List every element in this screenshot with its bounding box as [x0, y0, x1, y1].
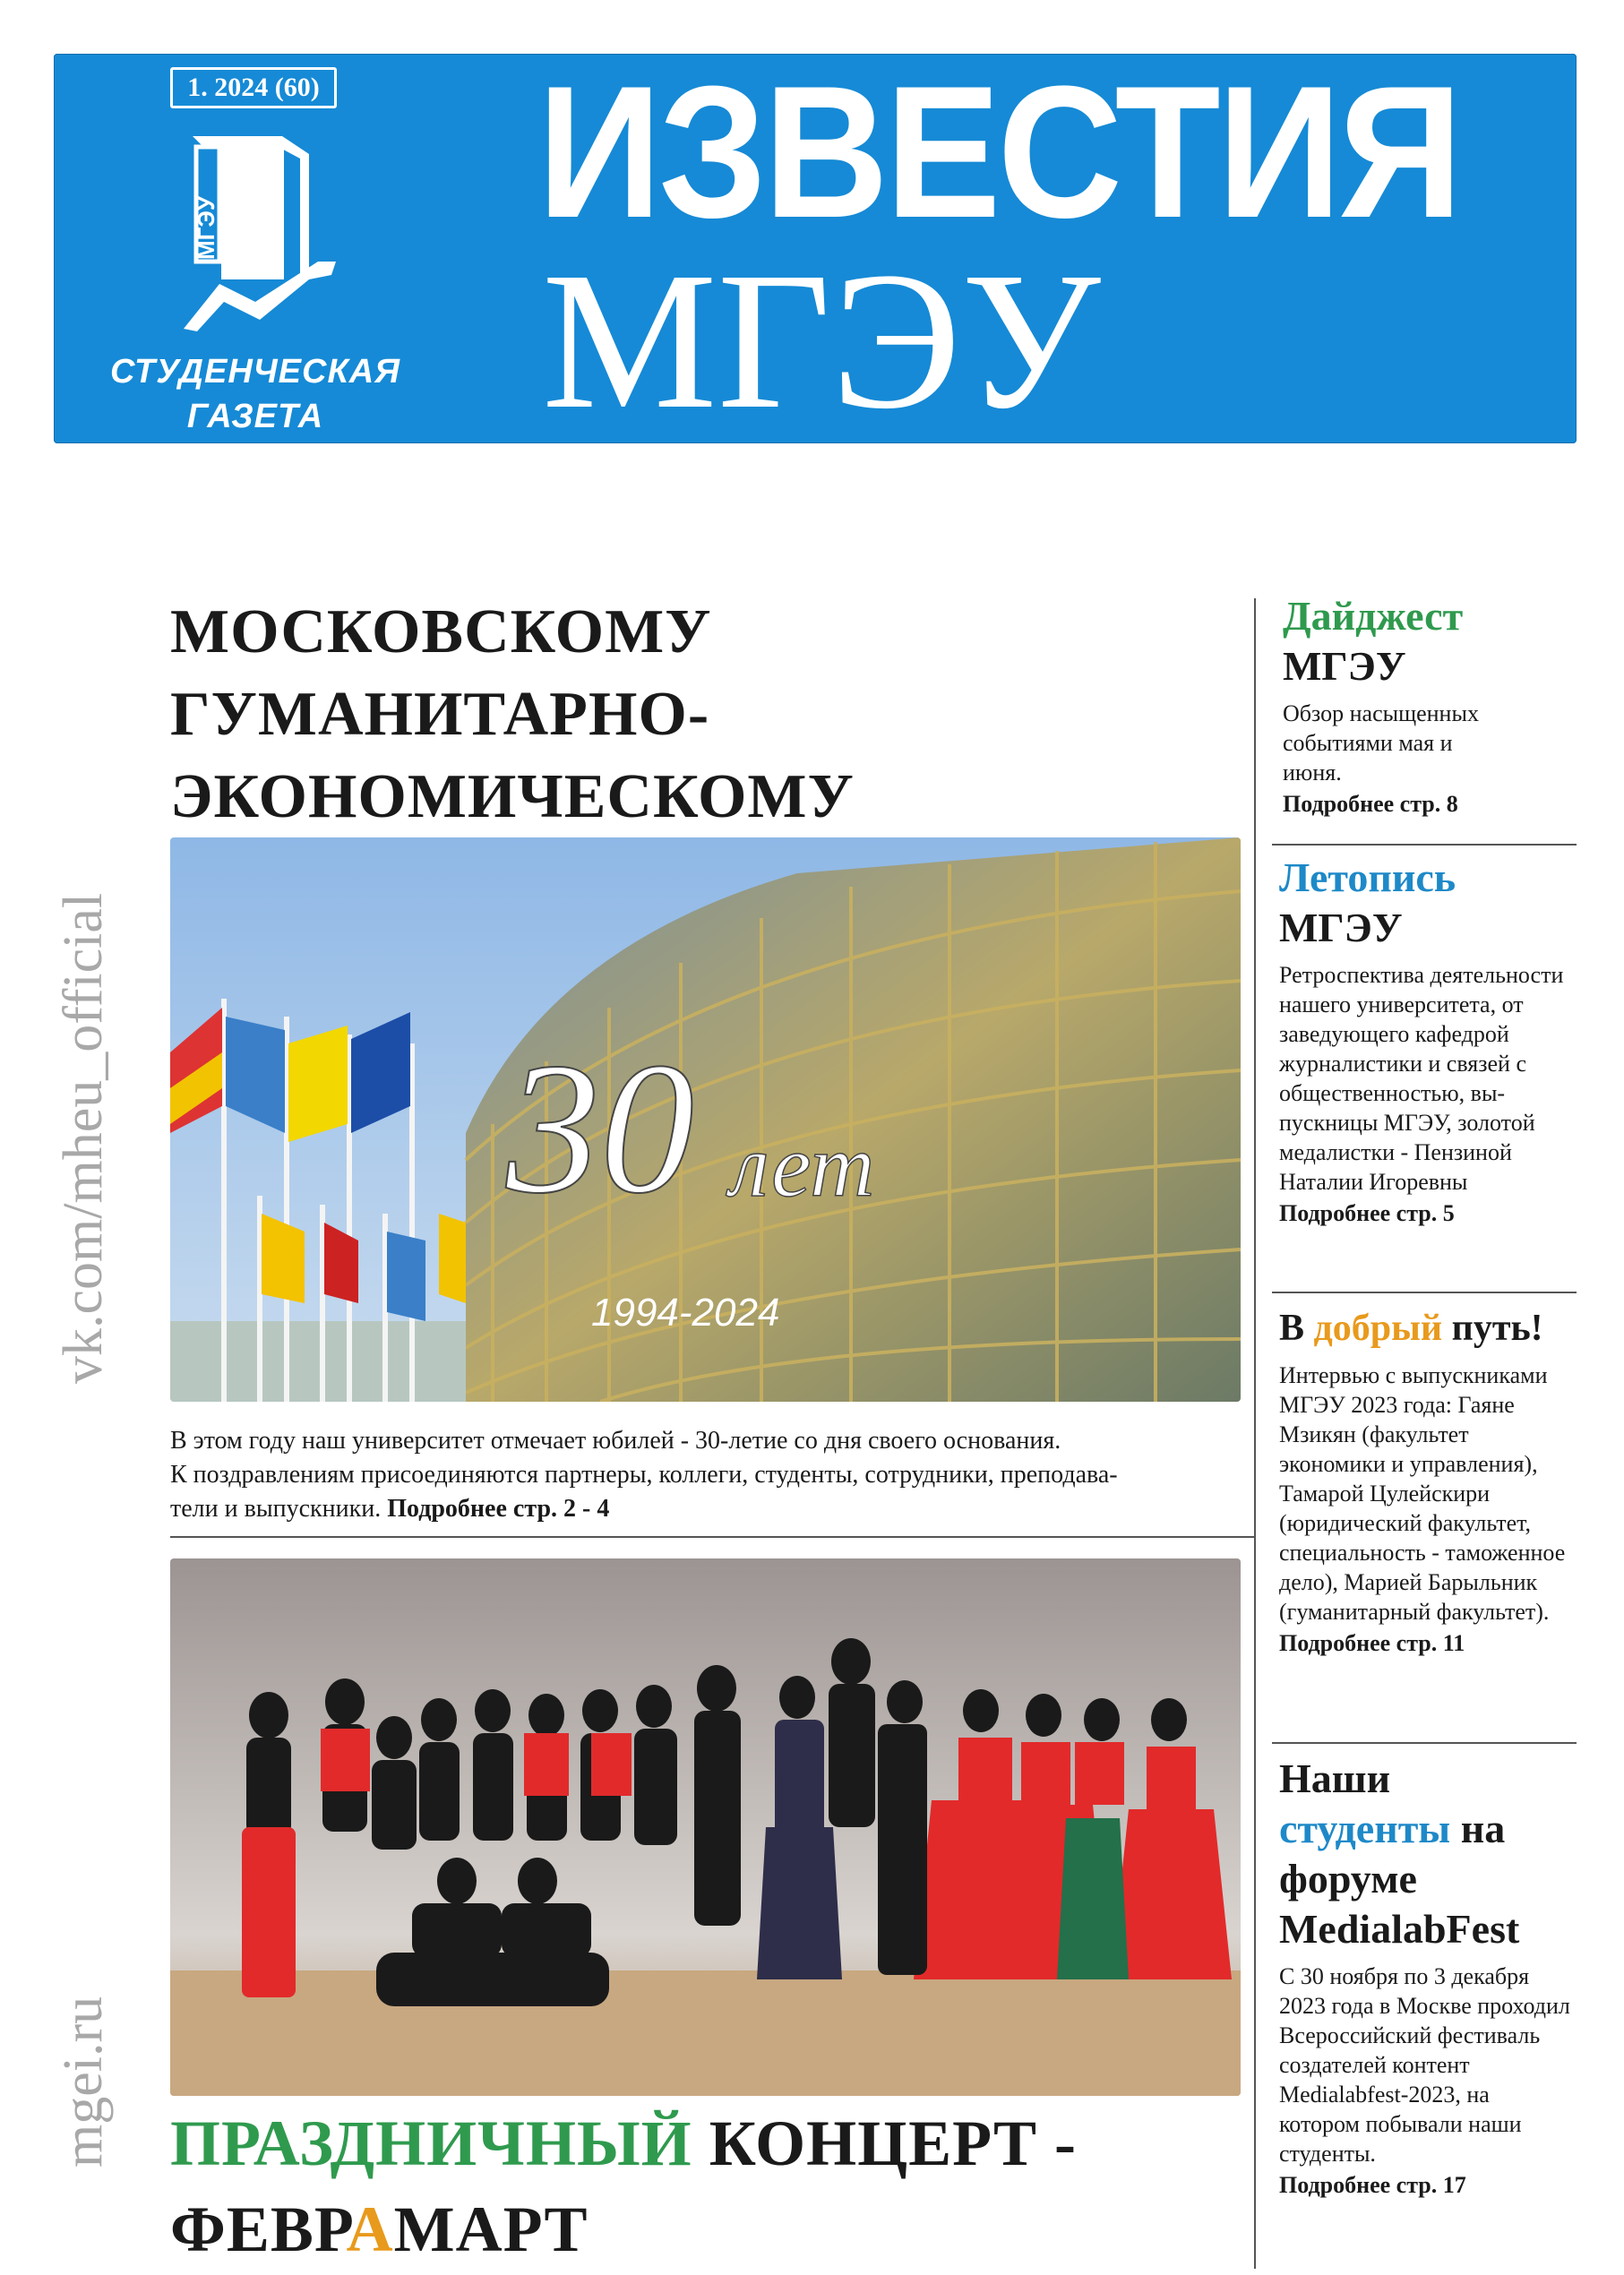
- farewell-heading-b: добрый: [1313, 1308, 1443, 1349]
- caption-line-1: В этом году наш университет отмечает юбилей - 30-летие со дня своего основания.: [170, 1427, 1061, 1455]
- sidebar-rule: [1272, 1292, 1577, 1293]
- digest-subheading: МГЭУ: [1283, 643, 1406, 689]
- site-link[interactable]: mgei.ru: [53, 1996, 114, 2168]
- masthead: [54, 47, 1577, 450]
- farewell-heading: [1279, 1303, 1575, 1353]
- headline-line-1: МОСКОВСКОМУ ГУМАНИТАРНО-: [170, 597, 712, 749]
- forum-heading-on: на: [1450, 1806, 1506, 1851]
- lead-caption: [170, 1424, 1241, 1526]
- chronicle-subheading: МГЭУ: [1279, 905, 1403, 950]
- sidebar-digest: [1279, 591, 1575, 820]
- forum-heading-line-4: MedialabFest: [1279, 1906, 1520, 1952]
- building-illustration: [170, 837, 1241, 1402]
- concert-name-part-1: ФЕВР: [170, 2193, 347, 2265]
- newspaper-subtitle: МГЭУ: [542, 231, 1101, 450]
- concert-word: КОНЦЕРТ -: [692, 2108, 1077, 2179]
- forum-heading-line-3: форуме: [1279, 1856, 1417, 1902]
- headline-line-2: ЭКОНОМИЧЕСКОМУ: [170, 762, 855, 831]
- concert-festive-word: ПРАЗДНИЧНЫЙ: [170, 2108, 692, 2179]
- caption-line-3: [170, 1492, 1241, 1526]
- farewell-more-link[interactable]: Подробнее стр. 11: [1279, 1630, 1465, 1656]
- photo-overlay-years-word: лет: [730, 1116, 875, 1215]
- digest-text: Обзор насыщенных событиями мая и июня.: [1283, 700, 1479, 786]
- forum-heading-line-2: [1279, 1804, 1575, 1854]
- concert-name-accent: А: [346, 2193, 394, 2265]
- university-logo: [175, 127, 354, 333]
- forum-more-link[interactable]: Подробнее стр. 17: [1279, 2172, 1466, 2198]
- forum-text: С 30 ноября по 3 декабря 2023 года в Москве проходил Всероссийский фестиваль создателей контент Medialabfest-2023, на котором побывали наши студенты.: [1279, 1963, 1570, 2167]
- sidebar-divider: [1254, 598, 1256, 2269]
- concert-line-2: [170, 2186, 1245, 2272]
- concert-photo: [170, 1558, 1241, 2096]
- chronicle-more-link[interactable]: Подробнее стр. 5: [1279, 1200, 1455, 1226]
- concert-name-part-2: МАРТ: [393, 2193, 589, 2265]
- digest-more-link[interactable]: Подробнее стр. 8: [1283, 791, 1458, 817]
- chronicle-heading: Летопись: [1279, 854, 1456, 900]
- concert-line-1: [170, 2100, 1245, 2186]
- logo-text: МГЭУ: [193, 195, 219, 260]
- tagline-line-1: СТУДЕНЧЕСКАЯ: [110, 353, 400, 391]
- sidebar-chronicle: [1279, 853, 1575, 1229]
- sidebar-rule: [1272, 1742, 1577, 1744]
- caption-more-link[interactable]: Подробнее стр. 2 - 4: [387, 1495, 610, 1523]
- caption-line-3-text: тели и выпускники.: [170, 1495, 388, 1523]
- section-divider: [170, 1536, 1254, 1538]
- sidebar-forum: [1279, 1754, 1575, 2201]
- sidebar-farewell: [1279, 1303, 1575, 1659]
- photo-overlay-dates: 1994-2024: [591, 1291, 780, 1335]
- sidebar-rule: [1272, 844, 1577, 846]
- photo-overlay-30: 30: [506, 1025, 694, 1232]
- caption-line-2: К поздравлениям присоединяются партнеры, коллеги, студенты, сотрудники, преподава-: [170, 1461, 1118, 1489]
- tagline: [107, 349, 403, 439]
- forum-heading-line-1: Наши: [1279, 1756, 1391, 1801]
- digest-heading: Дайджест: [1283, 593, 1464, 639]
- farewell-heading-a: В: [1279, 1308, 1314, 1349]
- concert-headline: [170, 2100, 1245, 2272]
- farewell-text: Интервью с выпускниками МГЭУ 2023 года: Гаяне Мзикян (факультет экономики и управления), Тамарой Цулейскири (юридический факультет, специальность - таможенное дело), Марией Барыльник (гуманитарный факультет).: [1279, 1362, 1566, 1625]
- farewell-heading-c: путь!: [1442, 1308, 1543, 1349]
- chronicle-text: Ретроспектива деятельности нашего университета, от заведующего кафедрой журналистики и связей с общественностью, выпускницы МГЭУ, золотой медалистки - Пензиной Наталии Игоревны: [1279, 962, 1564, 1195]
- newspaper-title: ИЗВЕСТИЯ: [537, 47, 1460, 257]
- issue-number: 1. 2024 (60): [170, 67, 337, 108]
- forum-heading-students: студенты: [1279, 1806, 1451, 1851]
- tagline-line-2: ГАЗЕТА: [186, 398, 324, 435]
- concert-illustration: [170, 1558, 1241, 2096]
- anniversary-photo: [170, 837, 1241, 1402]
- vk-link[interactable]: vk.com/mheu_official: [53, 892, 114, 1384]
